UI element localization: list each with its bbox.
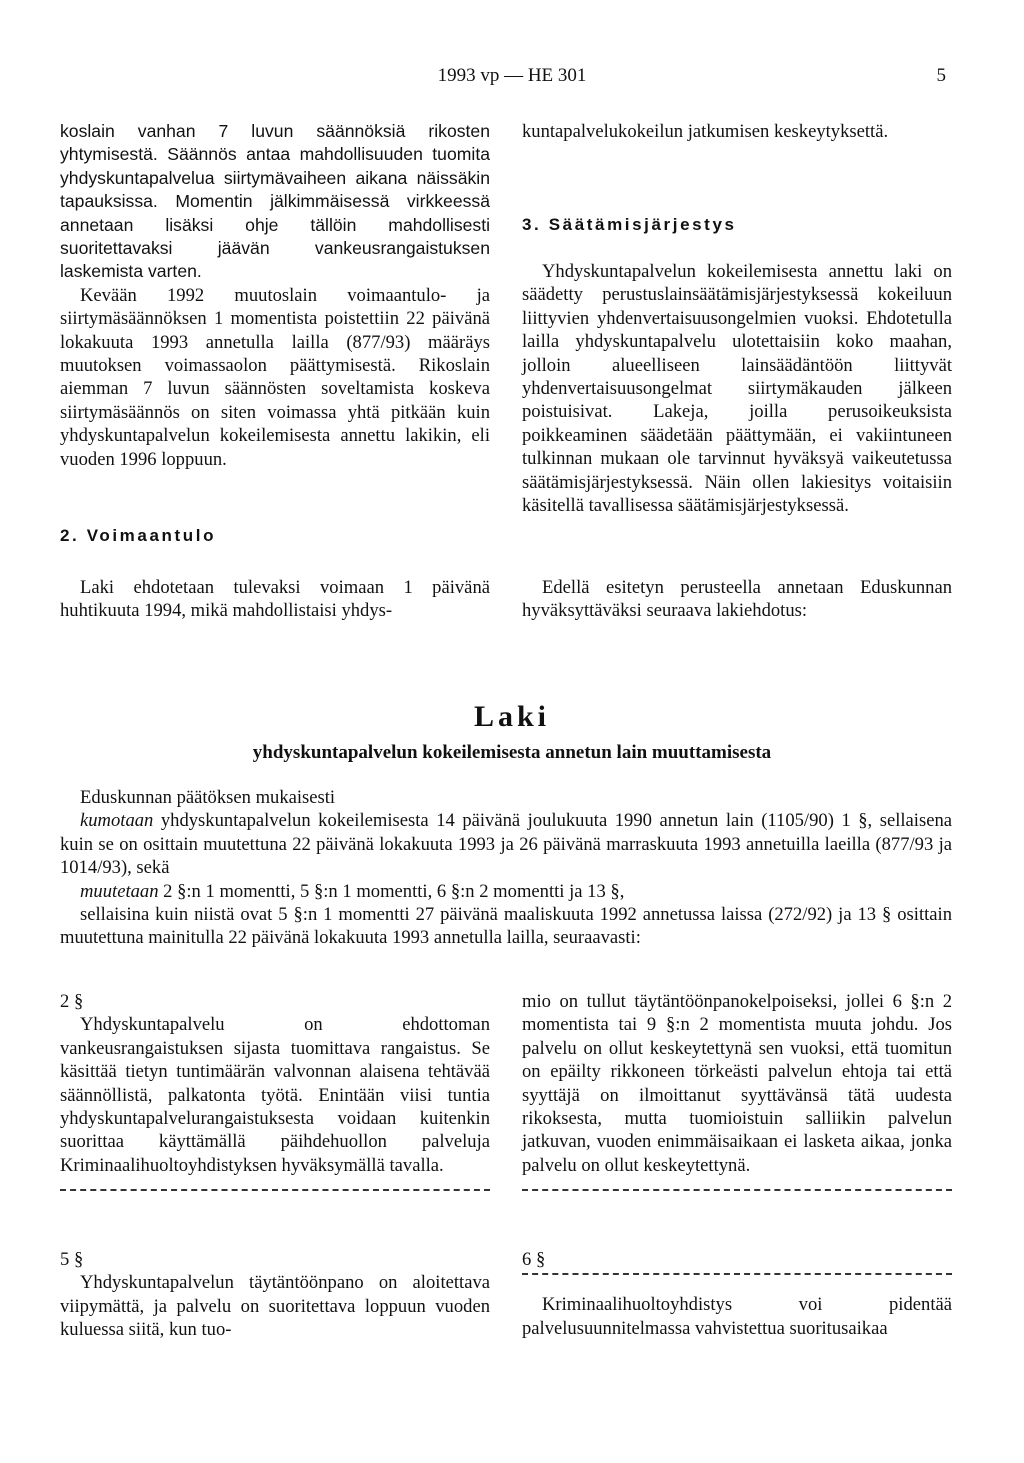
section-5-continuation-text: mio on tullut täytäntöönpanokelpoiseksi, jollei 6 §:n 2 momentista tai 9 §:n 2 momentista muuta johdu. Jos palvelu on ollut keskeytettynä sen vuoksi, että tuomitun on epäilty rikkoneen törkeästi palvelun ehtoja tai että syyttäjä on ilmoittanut syyttävänsä tätä uudesta rikoksesta, mutta tuomioistuin salliikin palvelun jatkuvan, vuoden enimmäisaikaan ei lasketa aikaa, jonka palvelu on ollut keskeytettynä. [522, 991, 952, 1176]
section-5-continuation [522, 990, 952, 1191]
section-6 [522, 1248, 952, 1340]
muutetaan-word: muutetaan [80, 880, 159, 902]
muutetaan-text: 2 §:n 1 momentti, 5 §:n 1 momentti, 6 §:n 2 momentti ja 13 §, [158, 880, 625, 902]
section-heading-voimaantulo: 2. Voimaantulo [60, 526, 217, 545]
left-column-bottom [60, 576, 490, 623]
law-subtitle: yhdyskuntapalvelun kokeilemisesta annetun lain muuttamisesta [252, 742, 772, 763]
law-preamble [60, 786, 952, 950]
section-6-text: Kriminaalihuoltoyhdistys voi pidentää palvelusuunnitelmassa vahvistettua suoritusaikaa [522, 1294, 952, 1339]
right-column-top [522, 120, 952, 143]
section-5 [60, 1248, 490, 1342]
law-title: Laki [473, 700, 551, 733]
header-title: 1993 vp — HE 301 [437, 65, 587, 86]
paragraph: Yhdyskuntapalvelun kokeilemisesta annettu laki on säädetty perustuslainsäätämisjärjestyksessä kokeiluun liittyvien yhdenvertaisuusongelmien vuoksi. Ehdotetulla lailla yhdyskuntapalvelu ulotettaisiin koko maahan, jolloin alueelliseen lainsäädäntöön liittyvät yhdenvertaisuusongelmat siirtymäkauden jälkeen poistuisivat. Lakeja, joilla perusoikeuksista poikkeaminen säädetään päättymään, ei vakiintuneen tulkinnan mukaan ole tarvinnut hyväksyä vaikeutetussa säätämisjärjestyksessä. Näin ollen lakiesitys voitaisiin käsitellä tavallisessa säätämisjärjestyksessä. [522, 261, 952, 517]
preamble-kumotaan [60, 809, 952, 879]
section-number-6: 6 § [522, 1249, 546, 1270]
section-heading-saatamisjarjestys: 3. Säätämisjärjestys [522, 215, 737, 234]
section-5-text: Yhdyskuntapalvelun täytäntöönpano on aloitettava viipymättä, ja palvelu on suoritettava loppuun vuoden kuluessa siitä, kun tuo- [60, 1272, 490, 1341]
right-column-middle [522, 260, 952, 517]
omission-dashes [522, 1273, 952, 1275]
section-number-2: 2 § [60, 991, 84, 1012]
right-column-bottom [522, 576, 952, 623]
preamble-muutetaan [60, 880, 952, 903]
omission-dashes [60, 1189, 490, 1191]
paragraph: Kevään 1992 muutoslain voimaantulo- ja siirtymäsäännöksen 1 momentista poistettiin 22 päivänä lokakuuta 1993 annetulla lailla (877/93) määräys muutoksen voimassaolon päättymisestä. Rikoslain aiemman 7 luvun säännösten soveltamista koskeva siirtymäsäännös on siten voimassa yhtä pitkään kuin yhdyskuntapalvelun kokeilemisesta annettu lakikin, eli vuoden 1996 loppuun. [60, 284, 490, 470]
paragraph: kuntapalvelukokeilun jatkumisen keskeytyksettä. [522, 121, 889, 142]
paragraph: Laki ehdotetaan tulevaksi voimaan 1 päivänä huhtikuuta 1994, mikä mahdollistaisi yhdys- [60, 577, 490, 622]
kumotaan-text: yhdyskuntapalvelun kokeilemisesta 14 päivänä joulukuuta 1990 annetun lain (1105/90) 1 §, sellaisena kuin se on osittain muutettuna 22 päivänä lokakuuta 1993 ja 26 päivänä marraskuuta 1993 annetuilla laeilla (877/93 ja 1014/93), sekä [60, 810, 952, 879]
section-2-text: Yhdyskuntapalvelu on ehdottoman vankeusrangaistuksen sijasta tuomittava rangaistus. Se käsittää tietyn tuntimäärän valvonnan alaisena tehtävää säännöllistä, palkatonta työtä. Enintään viisi tuntia yhdyskuntapalvelurangaistuksesta voidaan kuitenkin suorittaa käyttämällä päihdehuollon palveluja Kriminaalihuoltoyhdistyksen hyväksymällä tavalla. [60, 1014, 490, 1176]
kumotaan-word: kumotaan [80, 810, 154, 832]
section-2 [60, 990, 490, 1191]
left-column-top [60, 120, 490, 471]
page-number: 5 [936, 65, 946, 86]
section-heading-saatamisjarjestys-block [522, 213, 952, 236]
preamble-intro: Eduskunnan päätöksen mukaisesti [80, 787, 336, 808]
omission-dashes [522, 1189, 952, 1191]
paragraph: koslain vanhan 7 luvun säännöksiä rikosten yhtymisestä. Säännös antaa mahdollisuuden tuomita yhdyskuntapalvelua siirtymävaiheen aikana näissäkin tapauksissa. Momentin jälkimmäisessä virkkeessä annetaan lisäksi ohje tällöin mahdollisesti suoritettavaksi jäävän vankeusrangaistuksen laskemista varten. [60, 121, 490, 282]
preamble-sellaisina: sellaisina kuin niistä ovat 5 §:n 1 momentti 27 päivänä maaliskuuta 1992 annetussa laissa (272/92) ja 13 § osittain muutettuna mainitulla 22 päivänä lokakuuta 1993 annetulla lailla, seuraavasti: [60, 904, 952, 949]
paragraph: Edellä esitetyn perusteella annetaan Eduskunnan hyväksyttäväksi seuraava lakiehdotus: [522, 577, 952, 622]
section-number-5: 5 § [60, 1249, 84, 1270]
section-heading-voimaantulo-block [60, 524, 490, 547]
page-header [0, 63, 1024, 93]
